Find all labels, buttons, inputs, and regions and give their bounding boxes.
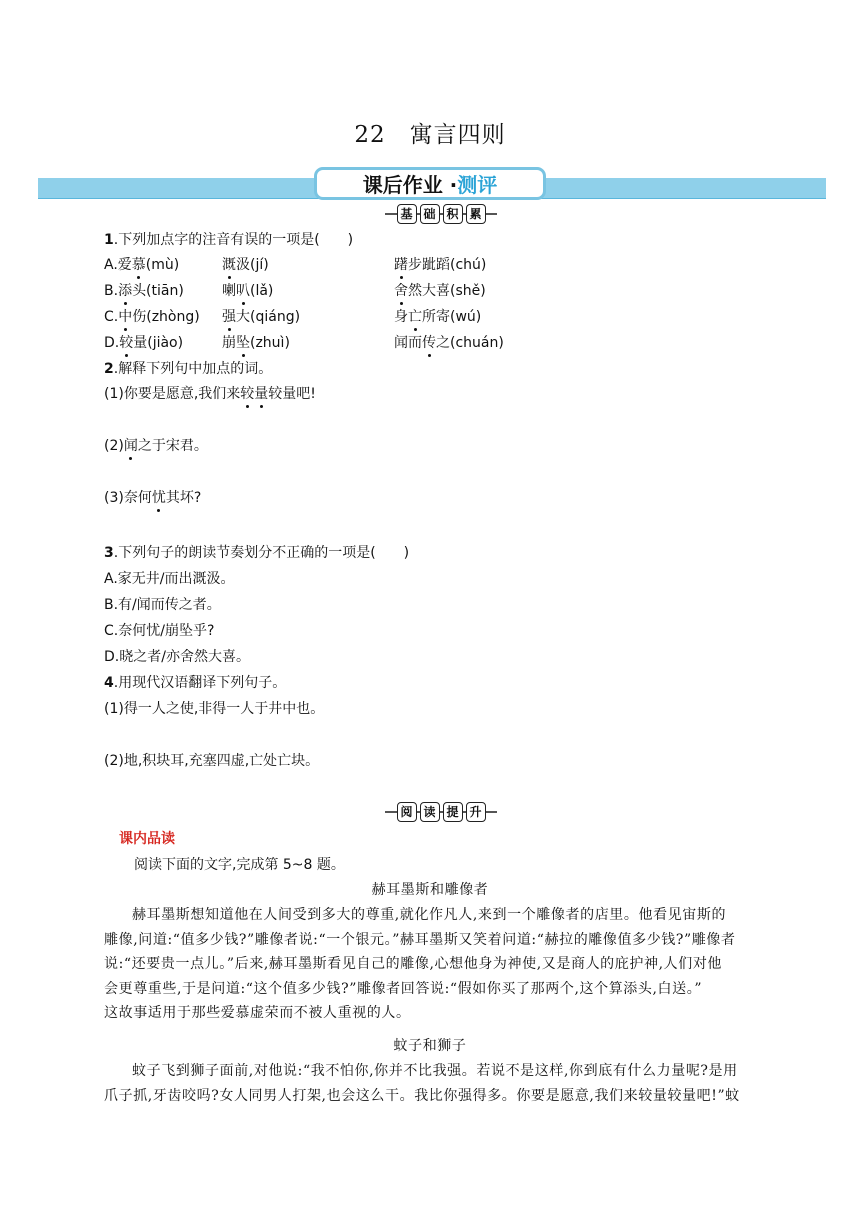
q3-option-d: D.晓之者/亦舍然大喜。 [104,649,250,665]
page-title: 22 寓言四则 [354,122,506,148]
question-number: 2 [104,361,114,377]
question-stem: .下列句子的朗读节奏划分不正确的一项是( ) [113,545,410,561]
question-number: 4 [104,675,114,691]
section-tag-basic [385,205,497,223]
tag-char: 提 [443,802,463,822]
story-2-body: 蚊子飞到狮子面前,对他说:“我不怕你,你并不比我强。若说不是这样,你到底有什么力量呢?是用 爪子抓,牙齿咬吗?女人同男人打架,也会这么干。我比你强得多。你要是愿意,我们来较量较量吧!”蚊 [104,1063,740,1104]
tag-char: 积 [443,204,463,224]
question-number: 3 [104,545,114,561]
option-a-col1: A.爱慕(mù) [104,257,180,273]
reading-label: 课内品读 [119,831,175,847]
option-b-col3: 舍然大喜(shě) [394,283,486,299]
q3-option-c: C.奈何忧/崩坠乎? [104,623,215,639]
question-stem: .下列加点字的注音有误的一项是( ) [113,232,354,248]
question-stem: .解释下列句中加点的词。 [113,361,273,377]
option-d-col3: 闻而传之(chuán) [394,335,504,351]
option-c-col3: 身亡所寄(wú) [394,309,482,325]
section-tag-reading [385,803,497,821]
q2-sentence-3: (3)奈何忧其坏? [104,490,202,506]
story-1-title: 赫耳墨斯和雕像者 [371,882,489,898]
q2-sentence-1: (1)你要是愿意,我们来较量较量吧! [104,386,316,402]
option-a-col3: 躇步跐蹈(chú) [394,257,487,273]
tag-char: 读 [420,802,440,822]
option-d-col2: 崩坠(zhuì) [222,335,290,351]
option-b-col1: B.添头(tiān) [104,283,184,299]
option-c-col1: C.中伤(zhòng) [104,309,200,325]
banner-label: 课后作业 · [362,173,458,197]
option-d-col1: D.较量(jiào) [104,335,184,351]
option-a-col2: 溉汲(jí) [222,257,269,273]
q4-sentence-1: (1)得一人之使,非得一人于井中也。 [104,701,325,717]
banner-highlight: 测评 [457,173,498,197]
q3-option-a: A.家无井/而出溉汲。 [104,571,235,587]
story-2-title: 蚊子和狮子 [393,1038,467,1054]
q3-option-b: B.有/闻而传之者。 [104,597,221,613]
story-1-body: 赫耳墨斯想知道他在人间受到多大的尊重,就化作凡人,来到一个雕像者的店里。他看见宙斯的 雕像,问道:“值多少钱?”雕像者说:“一个银元。”赫耳墨斯又笑着问道:“赫拉的雕像值多少钱?”雕像者 说:“还要贵一点儿。”后来,赫耳墨斯看见自己的雕像,心想他身为神使,又是商人的庇护神,人们对他 会更尊重些,于是问道:“这个值多少钱?”雕像者回答说:“假如你买了那两个,这个算添头,白送。” 这故事适用于那些爱慕虚荣而不被人重视的人。 [104,907,736,1021]
q2-sentence-2: (2)闻之于宋君。 [104,438,208,454]
tag-char: 累 [466,204,486,224]
q4-sentence-2: (2)地,积块耳,充塞四虚,亡处亡块。 [104,753,320,769]
question-1 [104,231,353,249]
tag-char: 升 [466,802,486,822]
option-c-col2: 强大(qiáng) [222,309,301,325]
tag-char: 基 [397,204,417,224]
question-4 [104,674,286,692]
question-number: 1 [104,232,114,248]
reading-instruction: 阅读下面的文字,完成第 5~8 题。 [134,857,345,873]
tag-char: 阅 [397,802,417,822]
question-2 [104,360,272,378]
question-3 [104,544,409,562]
option-b-col2: 喇叭(lǎ) [222,283,274,299]
question-stem: .用现代汉语翻译下列句子。 [113,675,287,691]
section-banner [314,167,546,200]
tag-char: 础 [420,204,440,224]
